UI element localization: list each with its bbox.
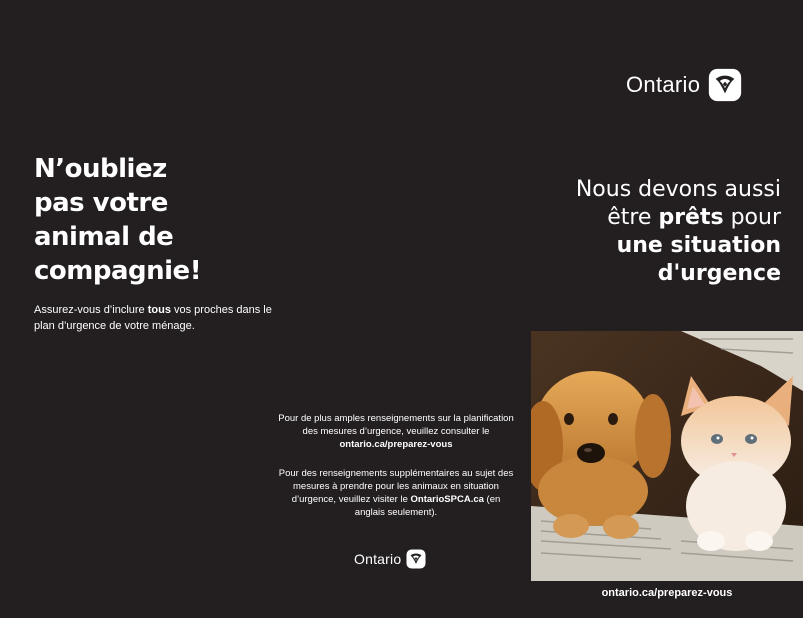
footer-url[interactable]: ontario.ca/preparez-vous (601, 587, 733, 599)
ontario-logo-large (626, 68, 742, 102)
ontario-trillium-icon (708, 68, 742, 102)
link-preparez-vous[interactable]: ontario.ca/preparez-vous (339, 439, 453, 450)
info-planning: Pour de plus amples renseignements sur la planification des mesures d’urgence, veuillez consulter le ontario.ca/preparez-vous (278, 413, 514, 450)
tagline (576, 176, 781, 288)
tagline-line: être prêts pour (607, 205, 781, 230)
emphasis-all: tous (147, 304, 171, 316)
logo-wordmark: Ontario (626, 72, 701, 97)
tagline-line: Nous devons aussi (575, 177, 781, 202)
ontario-trillium-icon (406, 549, 426, 569)
headline-line: pas votre (34, 188, 168, 218)
ontario-logo-small (354, 549, 426, 569)
tagline-line: d'urgence (657, 261, 781, 286)
household-plan-text: Assurez-vous d’inclure tous vos proches dans le plan d’urgence de votre ménage. (34, 304, 272, 332)
headline (34, 152, 264, 288)
headline-line: N’oubliez (34, 154, 167, 184)
link-ontario-spca[interactable]: OntarioSPCA.ca (410, 494, 484, 505)
headline-line: animal de (34, 222, 174, 252)
kitten (681, 376, 793, 551)
tagline-line: une situation (616, 233, 781, 258)
puppy-and-kitten-photo (531, 331, 803, 581)
headline-line: compagnie! (34, 256, 202, 286)
info-animals: Pour des renseignements supplémentaires au sujet des mesures à prendre pour les animaux en situation d’urgence, veuillez visiter le OntarioSPCA.ca (en anglais seulement). (278, 468, 514, 518)
logo-wordmark: Ontario (354, 551, 402, 567)
